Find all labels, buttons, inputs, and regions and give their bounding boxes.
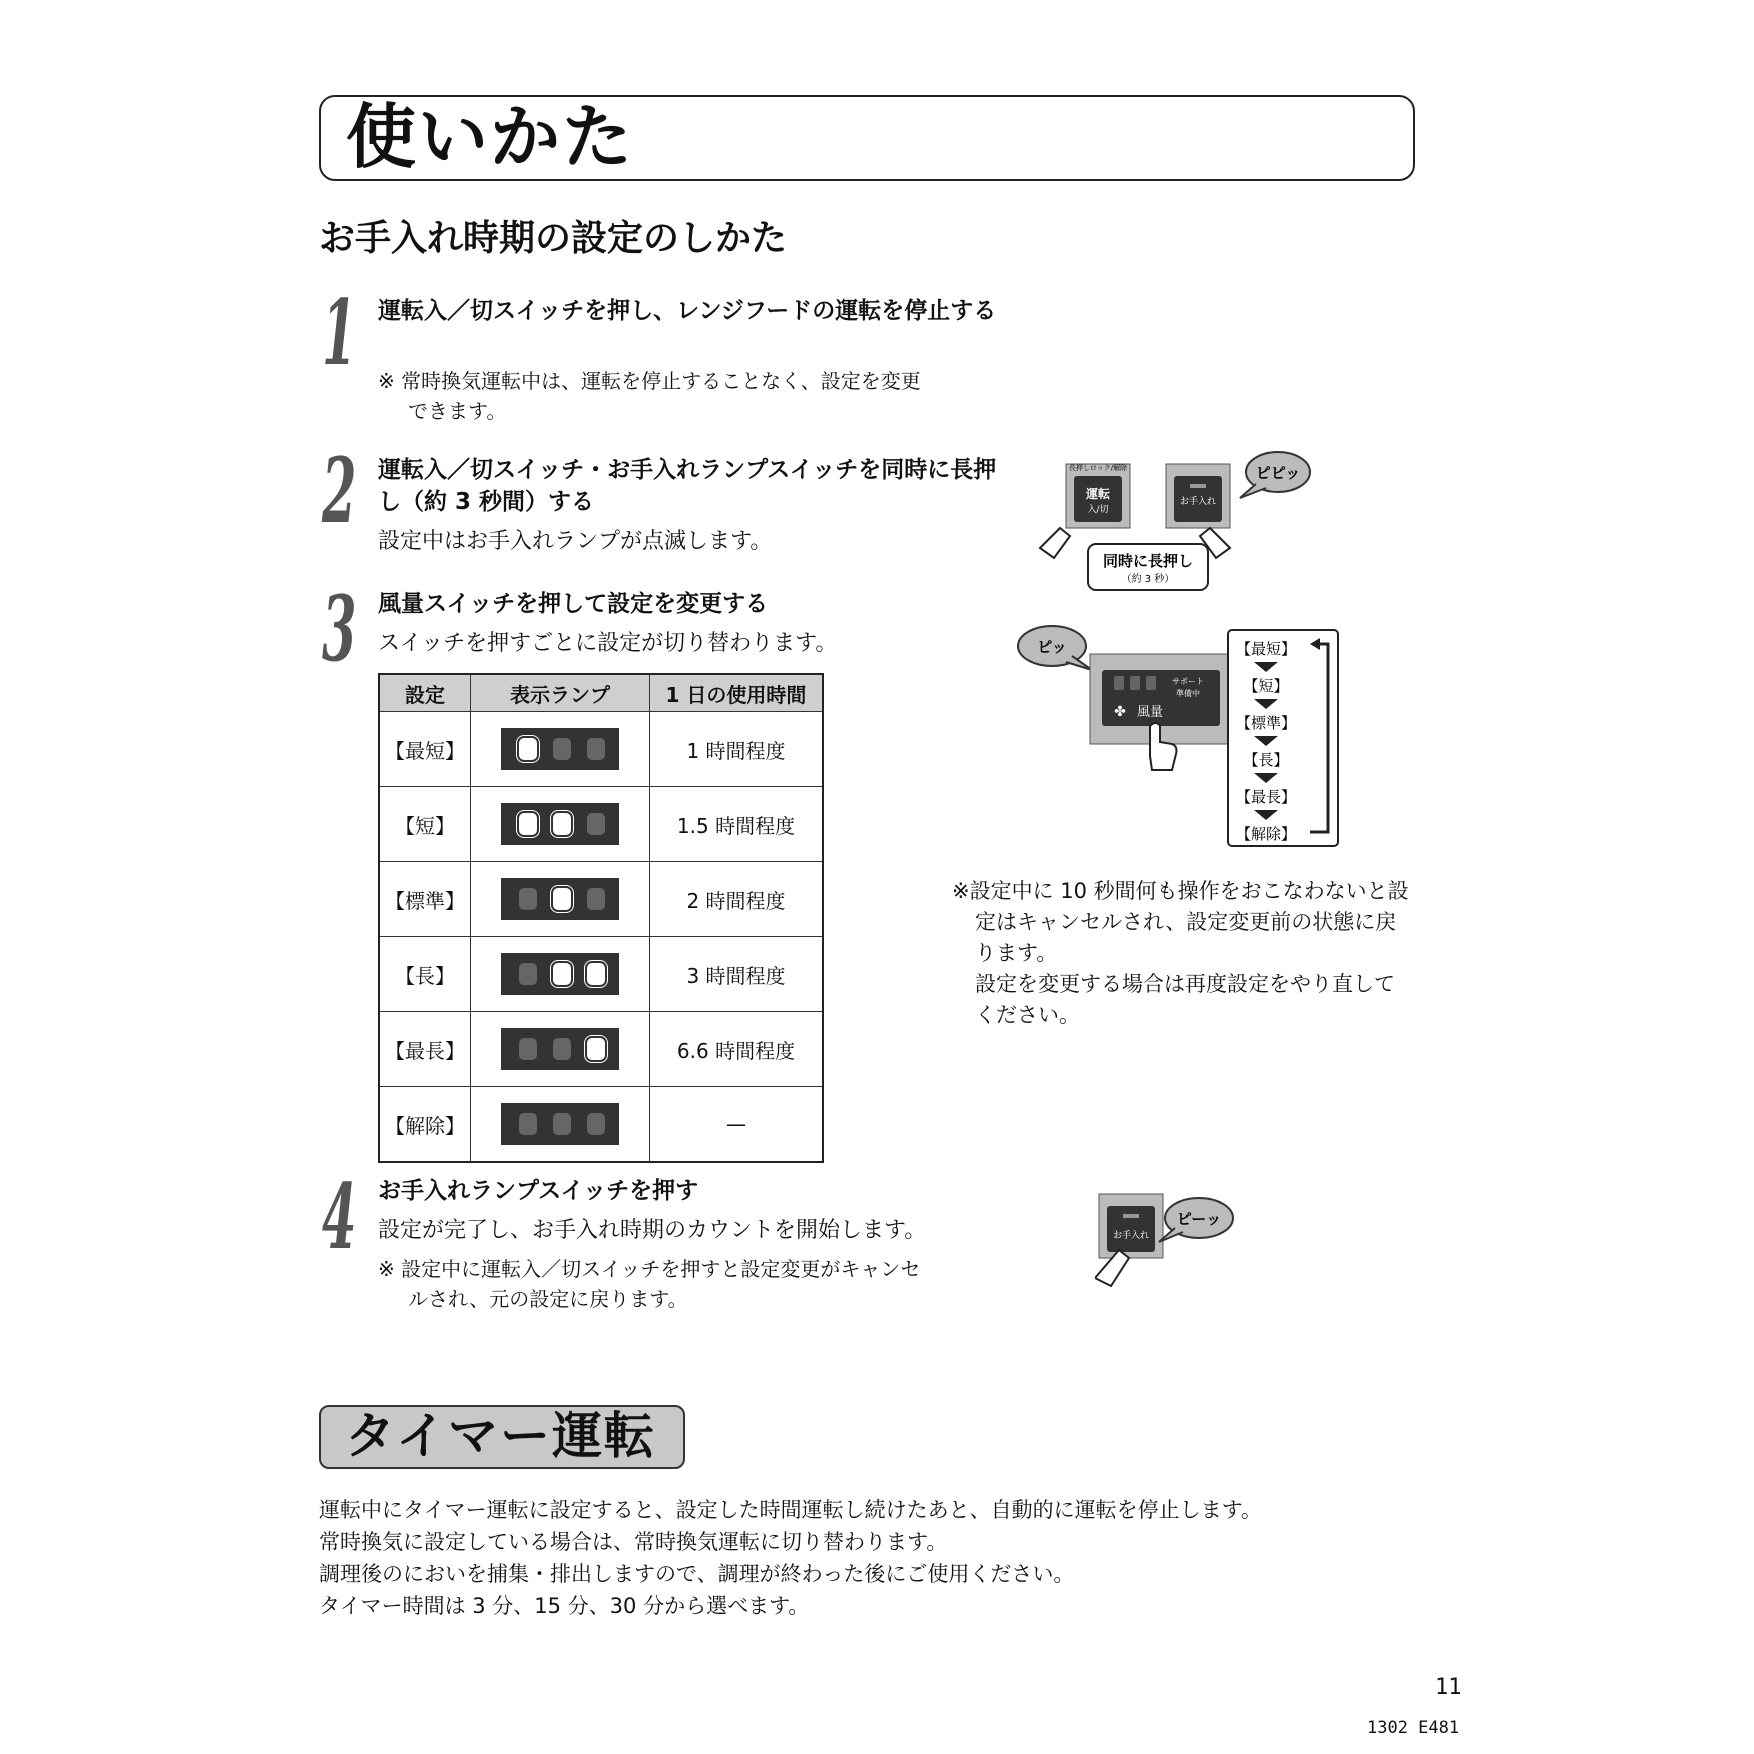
lamp-off <box>587 888 605 910</box>
timer-line: 調理後のにおいを捕集・排出しますので、調理が終わった後にご使用ください。 <box>319 1562 1075 1586</box>
lamp-blinking <box>553 888 571 910</box>
care-button <box>1107 1206 1155 1252</box>
simultaneous-press-illustration <box>1030 448 1330 598</box>
cycle-item: 【長】 <box>1243 751 1289 769</box>
lamp-off <box>587 813 605 835</box>
lamp-blinking <box>587 963 605 985</box>
hold-caption: 同時に長押し <box>1102 552 1194 570</box>
lamp-off <box>553 738 571 760</box>
cycle-item: 【最長】 <box>1235 788 1297 806</box>
setting-cell: 【最短】 <box>379 712 471 787</box>
cycle-item: 【標準】 <box>1235 714 1297 732</box>
timer-description <box>319 1494 1262 1622</box>
page-number: 11 <box>1435 1675 1462 1700</box>
step-4-note: ※ 設定中に運転入／切スイッチを押すと設定変更がキャンセルされ、元の設定に戻ります。 <box>378 1257 921 1311</box>
lamp-off <box>553 1113 571 1135</box>
lamp-panel <box>501 728 619 770</box>
time-cell: — <box>650 1087 824 1163</box>
step-4-body: 設定が完了し、お手入れ時期のカウントを開始します。 <box>378 1218 927 1243</box>
lamp-cell <box>471 712 650 787</box>
lamp-off <box>587 738 605 760</box>
table-row <box>379 712 823 787</box>
timer-line: タイマー時間は 3 分、15 分、30 分から選べます。 <box>319 1594 810 1618</box>
setting-cell: 【標準】 <box>379 862 471 937</box>
lamp-cell <box>471 1087 650 1163</box>
time-cell: 3 時間程度 <box>650 937 824 1012</box>
support-label: サポート <box>1172 677 1204 686</box>
step-1-number: 1 <box>322 280 357 386</box>
indicator-lamp-2 <box>1130 676 1140 690</box>
timer-title: タイマー運転 <box>345 1407 656 1465</box>
lamp-blinking <box>553 813 571 835</box>
lamp-panel <box>501 878 619 920</box>
cycle-item: 【解除】 <box>1235 825 1297 843</box>
document-code: 1302 E481 <box>1367 1718 1460 1738</box>
lamp-off <box>519 888 537 910</box>
lamp-cell <box>471 787 650 862</box>
step-4-number: 4 <box>322 1164 357 1270</box>
timer-line: 常時換気に設定している場合は、常時換気運転に切り替わります。 <box>319 1530 948 1554</box>
care-button-label: お手入れ <box>1112 1231 1150 1241</box>
setting-table <box>378 673 824 1163</box>
timer-line: 運転中にタイマー運転に設定すると、設定した時間運転し続けたあと、自動的に運転を停止します。 <box>319 1498 1262 1522</box>
beep-text: ピッ <box>1037 638 1067 656</box>
care-button-label: お手入れ <box>1179 497 1217 507</box>
lamp-blinking <box>553 963 571 985</box>
lamp-off <box>519 1038 537 1060</box>
fan-icon: ✤ <box>1114 704 1126 720</box>
lamp-blinking <box>587 1038 605 1060</box>
time-cell: 6.6 時間程度 <box>650 1012 824 1087</box>
care-press-illustration <box>1095 1190 1245 1290</box>
lamp-off <box>519 1113 537 1135</box>
lamp-off <box>553 1038 571 1060</box>
table-row <box>379 862 823 937</box>
table-row <box>379 787 823 862</box>
page-title: 使いかた <box>346 96 634 178</box>
section-heading: お手入れ時期の設定のしかた <box>319 218 788 259</box>
lamp-panel <box>501 1103 619 1145</box>
cycle-box <box>1228 630 1338 846</box>
step-3-heading: 風量スイッチを押して設定を変更する <box>378 591 769 617</box>
fan-switch-illustration <box>1010 618 1350 853</box>
lamp-panel <box>501 953 619 995</box>
run-button-sublabel: 入/切 <box>1087 505 1109 515</box>
step-2-heading: 運転入／切スイッチ・お手入れランプスイッチを同時に長押し（約 3 秒間）する <box>378 457 997 515</box>
step-3-body: スイッチを押すごとに設定が切り替わります。 <box>378 631 838 656</box>
table-row <box>379 937 823 1012</box>
fan-label: 風量 <box>1136 705 1164 720</box>
lamp-panel <box>501 1028 619 1070</box>
step-3-number: 3 <box>322 576 357 682</box>
hold-subcaption: （約 3 秒） <box>1121 574 1175 585</box>
setting-cell: 【長】 <box>379 937 471 1012</box>
table-header-setting: 設定 <box>379 674 471 712</box>
beep-text: ピーッ <box>1176 1210 1222 1228</box>
table-row <box>379 1087 823 1163</box>
time-cell: 2 時間程度 <box>650 862 824 937</box>
cycle-item: 【短】 <box>1243 677 1289 695</box>
lamp-cell <box>471 937 650 1012</box>
step-2-number: 2 <box>322 438 357 544</box>
left-hand-icon <box>1040 528 1070 558</box>
step-4-heading: お手入れランプスイッチを押す <box>378 1178 699 1204</box>
lamp-off <box>587 1113 605 1135</box>
lock-label: 長押しロック/解除 <box>1068 464 1128 472</box>
run-button-label: 運転 <box>1085 487 1111 501</box>
table-row <box>379 1012 823 1087</box>
indicator-lamp-3 <box>1146 676 1156 690</box>
step-1-note: ※ 常時換気運転中は、運転を停止することなく、設定を変更できます。 <box>378 369 921 423</box>
beep-text: ピピッ <box>1255 464 1301 482</box>
setting-cell: 【最長】 <box>379 1012 471 1087</box>
lamp-cell <box>471 1012 650 1087</box>
indicator-lamp-1 <box>1114 676 1124 690</box>
table-header-time: 1 日の使用時間 <box>650 674 824 712</box>
preparing-label: 準備中 <box>1176 689 1200 698</box>
time-cell: 1.5 時間程度 <box>650 787 824 862</box>
care-lamp <box>1190 484 1206 488</box>
lamp-blinking <box>519 738 537 760</box>
cycle-item: 【最短】 <box>1235 640 1297 658</box>
setting-cell: 【短】 <box>379 787 471 862</box>
lamp-cell <box>471 862 650 937</box>
care-lamp <box>1123 1214 1139 1218</box>
table-header-lamp: 表示ランプ <box>471 674 650 712</box>
setting-cell: 【解除】 <box>379 1087 471 1163</box>
lamp-panel <box>501 803 619 845</box>
lamp-off <box>519 963 537 985</box>
side-note: ※設定中に 10 秒間何も操作をおこなわないと設定はキャンセルされ、設定変更前の状態に戻ります。 設定を変更する場合は再度設定をやり直してください。 <box>952 879 1409 1027</box>
step-1-heading: 運転入／切スイッチを押し、レンジフードの運転を停止する <box>378 298 997 324</box>
time-cell: 1 時間程度 <box>650 712 824 787</box>
step-2-body: 設定中はお手入れランプが点滅します。 <box>378 529 773 554</box>
lamp-blinking <box>519 813 537 835</box>
